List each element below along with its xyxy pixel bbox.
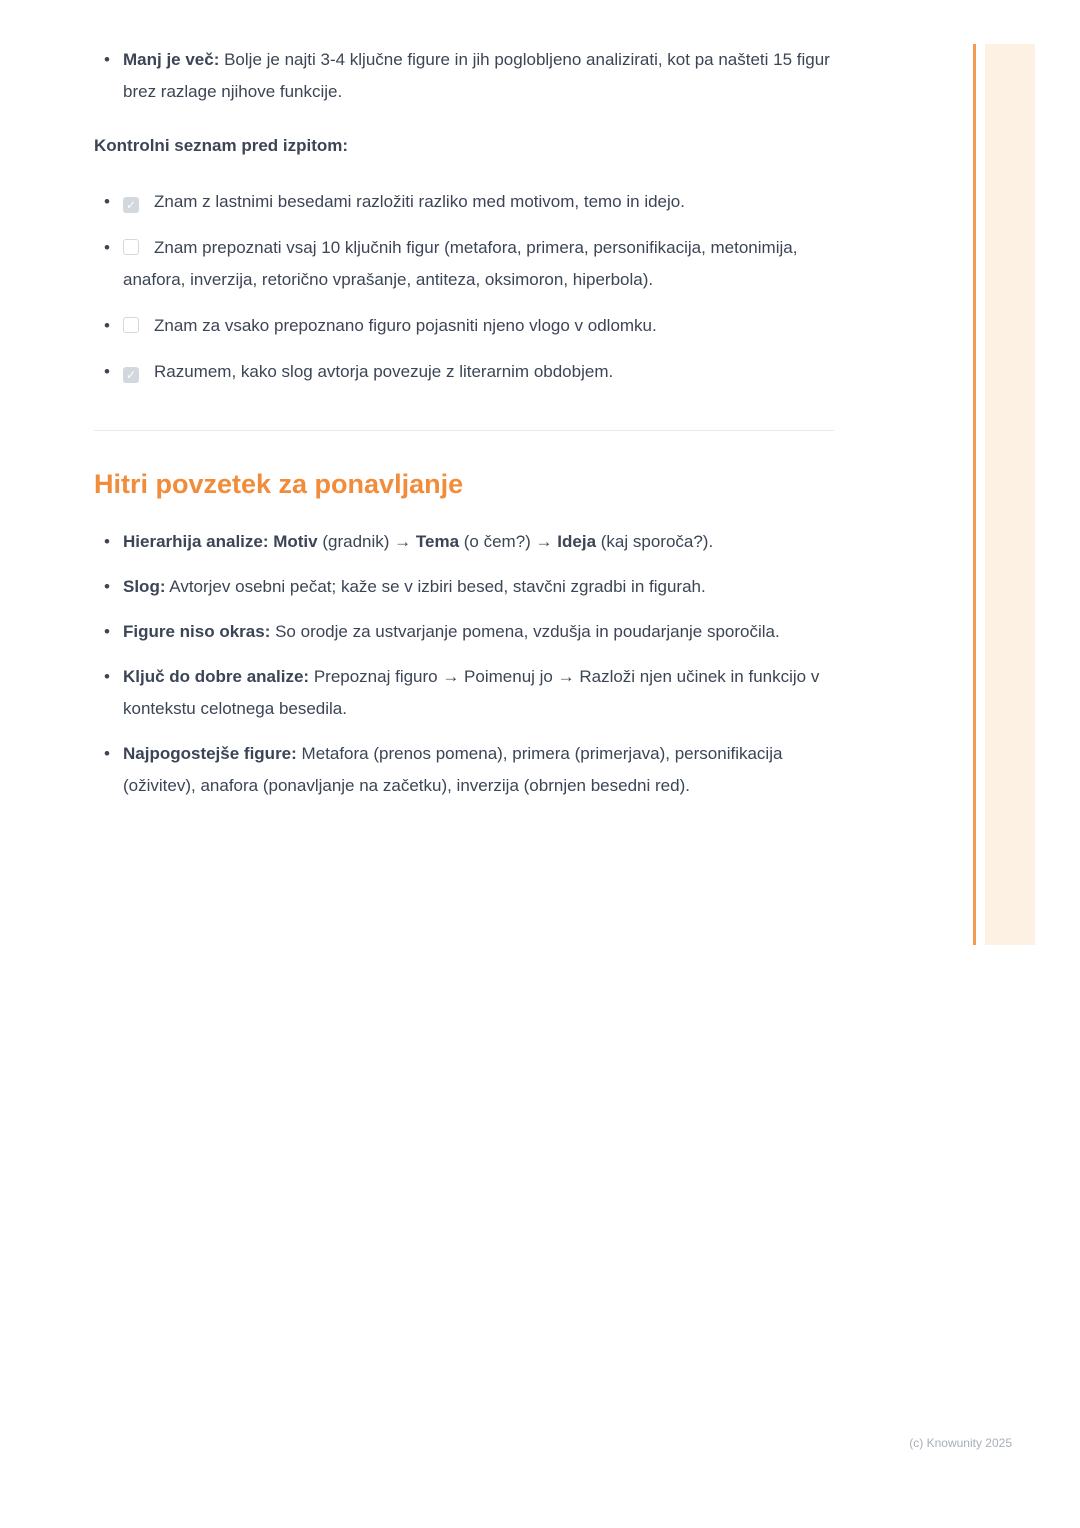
- checkbox-checked-icon[interactable]: ✓: [123, 367, 139, 383]
- list-item: [94, 44, 834, 108]
- bold-text: Hierarhija analize: Motiv: [123, 532, 318, 551]
- summary-list-item: [94, 738, 834, 802]
- checklist-item: [94, 232, 834, 296]
- list-item-text: [123, 532, 713, 551]
- accent-band: [985, 44, 1035, 945]
- summary-list-item: [94, 616, 834, 648]
- bullet-icon: •: [104, 667, 110, 686]
- summary-bullet-list: [94, 526, 834, 802]
- checkbox-unchecked-icon[interactable]: [123, 239, 139, 255]
- top-bullet-list: [94, 44, 834, 108]
- body-text: Metafora (prenos pomena), primera (primerjava), personifikacija (oživitev), anafora (ponavljanje na začetku), inverzija (obrnjen besedni red).: [123, 744, 783, 795]
- bullet-icon: •: [104, 622, 110, 641]
- list-item-text: [123, 667, 819, 718]
- bullet-icon: •: [104, 744, 110, 763]
- bullet-icon: •: [104, 192, 110, 211]
- bold-text: Slog:: [123, 577, 166, 596]
- bullet-icon: •: [104, 238, 110, 257]
- bold-text: Ideja: [557, 532, 597, 551]
- checklist-item: [94, 310, 834, 342]
- bold-text: Ključ do dobre analize:: [123, 667, 310, 686]
- footer-copyright: (c) Knowunity 2025: [909, 1436, 1012, 1450]
- bold-text: Manj je več:: [123, 50, 220, 69]
- checklist-item: [94, 186, 834, 218]
- summary-list-item: [94, 526, 834, 558]
- checklist: [94, 186, 834, 388]
- body-text: Prepoznaj figuro → Poimenuj jo → Razloži njen učinek in funkcijo v kontekstu celotnega besedila.: [123, 667, 820, 718]
- body-text: Bolje je najti 3-4 ključne figure in jih poglobljeno analizirati, kot pa našteti 15 figur brez razlage njihove funkcije.: [123, 50, 830, 101]
- bullet-icon: •: [104, 316, 110, 335]
- list-item-text: [123, 744, 782, 795]
- section-divider: [94, 430, 834, 431]
- list-item-text: [123, 50, 830, 101]
- checklist-item-text: Znam z lastnimi besedami razložiti razliko med motivom, temo in idejo.: [154, 192, 685, 211]
- checkbox-checked-icon[interactable]: ✓: [123, 197, 139, 213]
- bullet-icon: •: [104, 50, 110, 69]
- bullet-icon: •: [104, 532, 110, 551]
- body-text: (o čem?) →: [459, 532, 558, 551]
- body-text: So orodje za ustvarjanje pomena, vzdušja in poudarjanje sporočila.: [270, 622, 780, 641]
- bold-text: Najpogostejše figure:: [123, 744, 297, 763]
- summary-list-item: [94, 571, 834, 603]
- bullet-icon: •: [104, 362, 110, 381]
- body-text: (kaj sporoča?).: [596, 532, 714, 551]
- checklist-item-text: Znam za vsako prepoznano figuro pojasniti njeno vlogo v odlomku.: [154, 316, 657, 335]
- checklist-heading: Kontrolni seznam pred izpitom:: [94, 136, 349, 155]
- checklist-item: [94, 356, 834, 388]
- summary-heading: Hitri povzetek za ponavljanje: [94, 469, 464, 499]
- accent-line: [973, 44, 976, 945]
- bold-text: Tema: [415, 532, 460, 551]
- checklist-item-text: Znam prepoznati vsaj 10 ključnih figur (metafora, primera, personifikacija, metonimija, anafora, inverzija, retorično vprašanje, antiteza, oksimoron, hiperbola).: [123, 238, 798, 289]
- summary-list-item: [94, 661, 834, 725]
- bold-text: Figure niso okras:: [123, 622, 271, 641]
- body-text: Avtorjev osebni pečat; kaže se v izbiri besed, stavčni zgradbi in figurah.: [165, 577, 706, 596]
- checklist-item-text: Razumem, kako slog avtorja povezuje z literarnim obdobjem.: [154, 362, 614, 381]
- checkbox-unchecked-icon[interactable]: [123, 317, 139, 333]
- bullet-icon: •: [104, 577, 110, 596]
- body-text: (gradnik) →: [317, 532, 416, 551]
- list-item-text: [123, 577, 706, 596]
- document-content: [94, 44, 834, 815]
- list-item-text: [123, 622, 780, 641]
